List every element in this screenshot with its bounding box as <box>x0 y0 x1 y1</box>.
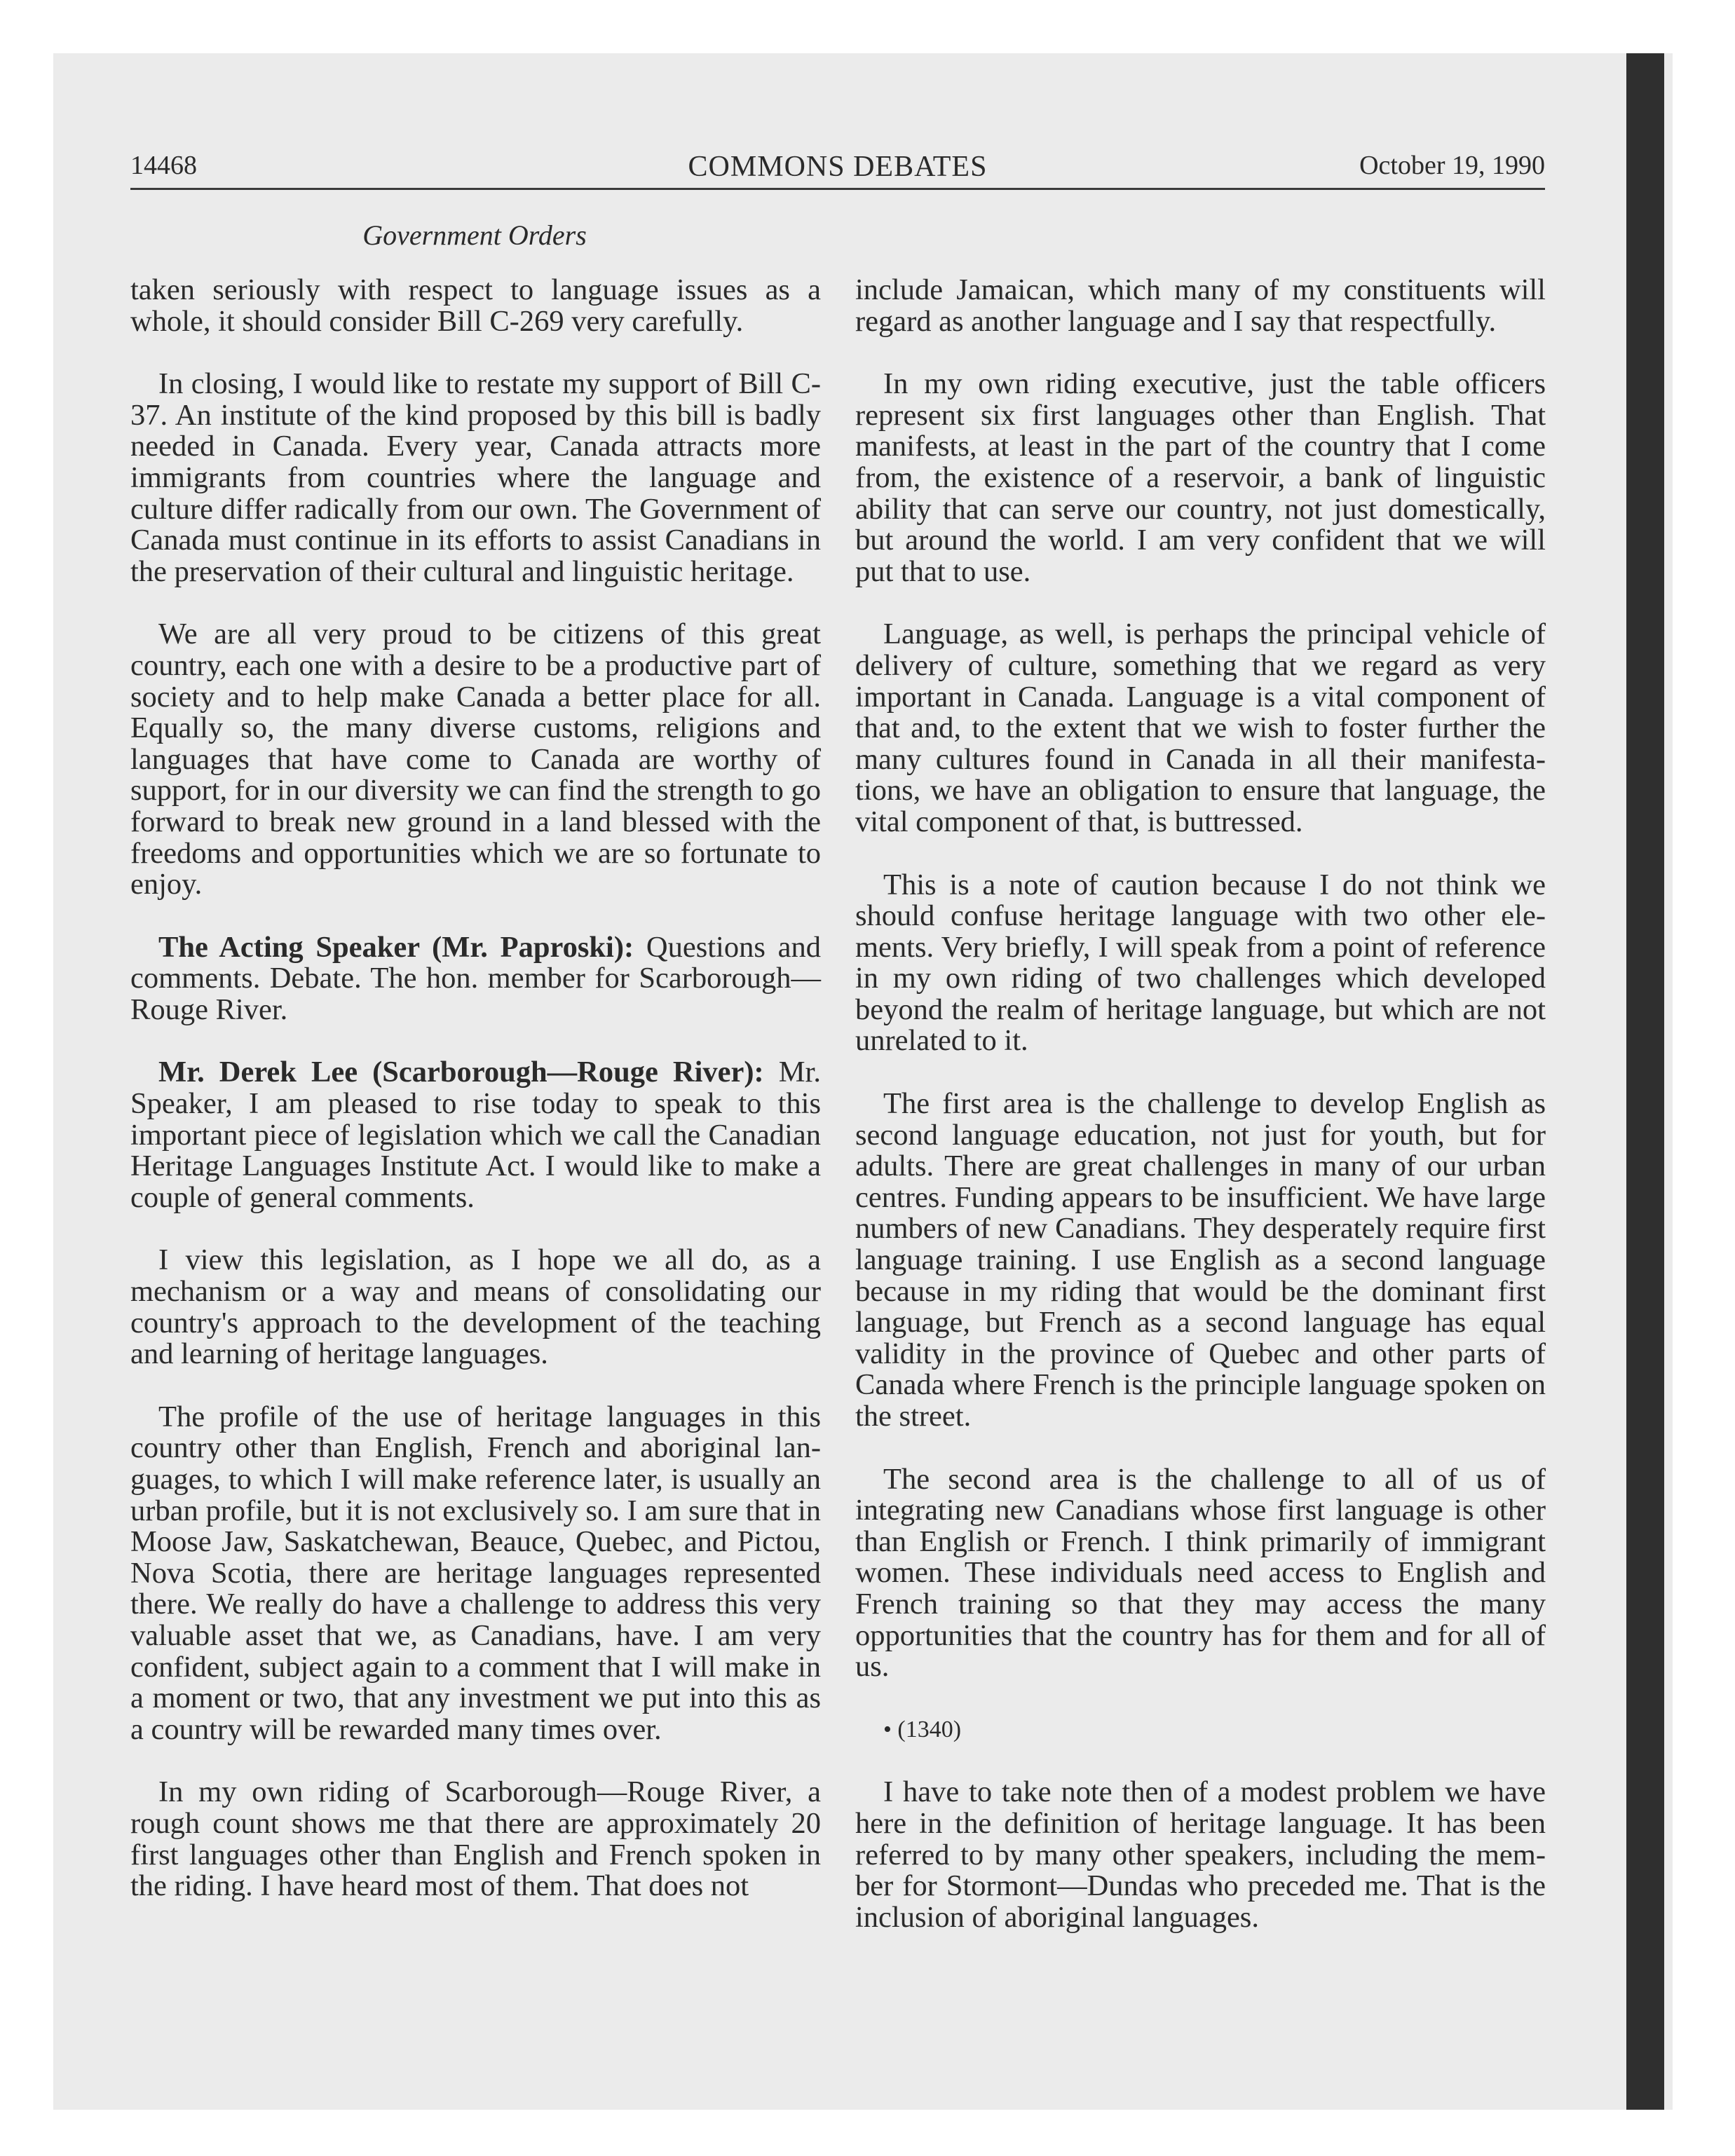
left-column <box>130 275 821 1934</box>
paragraph: The second area is the challenge to all of us of integrating new Canadians whose first language is other than English or French. I think primarily of immigrant women. These individuals need access to English and French training so that they may access the many opportunities that the country has for them and for all of us. <box>855 1462 1546 1684</box>
page-header <box>130 146 1545 190</box>
paragraph: In my own riding of Scarborough—Rouge River, a rough count shows me that there are approximately 20 first languages other than English and French spoken in the riding. I have heard most of them. That does not <box>130 1775 821 1903</box>
paragraph: I have to take note then of a modest problem we have here in the definition of heritage language. It has been referred to by many other speakers, including the member for Stormont—Dundas who preceded me. That is the inclusion of aboriginal languages. <box>855 1775 1546 1934</box>
paragraph: We are all very proud to be citizens of this great country, each one with a desire to be a productive part of society and to help make Canada a better place for all. Equally so, the many diverse customs, religions and languages that have come to Canada are worthy of support, for in our diversity we can find the strength to go forward to break new ground in a land blessed with the freedoms and opportunities which we are so fortunate to enjoy. <box>130 618 821 901</box>
paragraph: The profile of the use of heritage languages in this country other than English, French and aboriginal languages, to which I will make reference later, is usually an urban profile, but it is not exclusively so. I am sure that in Moose Jaw, Saskatchewan, Beauce, Quebec, and Pictou, Nova Scotia, there are heritage languages represented there. We really do have a challenge to address this very valuable asset that we, as Canadians, have. I am very confident, subject again to a comment that I will make in a moment or two, that any investment we put into this as a country will be rewarded many times over. <box>130 1400 821 1746</box>
paragraph: This is a note of caution because I do not think we should confuse heritage language with two other elements. Very briefly, I will speak from a point of reference in my own riding of two challenges which developed beyond the realm of heritage language, but which are not unrelated to it. <box>855 868 1546 1058</box>
speaker-name: Mr. Derek Lee (Scarborough—Rouge River): <box>158 1056 764 1089</box>
paragraph: I view this legislation, as I hope we all do, as a mechanism or a way and means of consolidating our country's approach to the development of the teaching and learning of heritage languages. <box>130 1243 821 1371</box>
paragraph: In my own riding executive, just the table officers represent six first languages other than English. That manifests, at least in the part of the country that I come from, the existence of a reservoir, a bank of linguistic ability that can serve our country, not just domestically, but around the world. I am very confident that we will put that to use. <box>855 367 1546 588</box>
binding-edge <box>1626 53 1664 2110</box>
publication-title: COMMONS DEBATES <box>688 151 988 183</box>
speaker-paragraph <box>130 1057 821 1213</box>
speaker-text: Questions and comments. Debate. The hon. member for Scarborough—Rouge River. <box>130 930 821 1026</box>
paragraph: taken seriously with respect to language issues as a whole, it should consider Bill C-269 very carefully. <box>130 273 821 338</box>
paragraph: In closing, I would like to restate my support of Bill C-37. An institute of the kind proposed by this bill is badly needed in Canada. Every year, Canada attracts more immigrants from countries where the language and culture differ radically from our own. The Government of Canada must continue in its efforts to assist Canadians in the preservation of their cultural and linguistic heritage. <box>130 367 821 588</box>
speaker-text: Mr. Speaker, I am pleased to rise today to speak to this important piece of legislation which we call the Canadian Heritage Languages Institute Act. I would like to make a couple of general comments. <box>130 1056 821 1214</box>
section-label: Government Orders <box>362 219 587 251</box>
timestamp: • (1340) <box>883 1716 962 1742</box>
speaker-paragraph <box>130 932 821 1026</box>
right-column <box>855 275 1546 1965</box>
publication-date: October 19, 1990 <box>1359 151 1545 180</box>
speaker-name: The Acting Speaker (Mr. Paproski): <box>158 930 634 964</box>
paragraph: The first area is the challenge to develop English as second language education, not just for youth, but for adults. There are great challenges in many of our urban centres. Funding appears to be insufficient. We have large numbers of new Canadians. They desperately require first language training. I use English as a second language because in my riding that would be the dominant first language, but French as a second language has equal validity in the province of Quebec and other parts of Canada where French is the principle language spoken on the street. <box>855 1087 1546 1433</box>
paragraph: Language, as well, is perhaps the principal vehicle of delivery of culture, something that we regard as very important in Canada. Language is a vital component of that and, to the extent that we wish to foster further the many cultures found in Canada in all their manifestations, we have an obligation to ensure that language, the vital component of that, is buttressed. <box>855 618 1546 838</box>
page-number: 14468 <box>130 151 197 180</box>
paragraph: include Jamaican, which many of my constituents will regard as another language and I say that respectfully. <box>855 273 1546 338</box>
